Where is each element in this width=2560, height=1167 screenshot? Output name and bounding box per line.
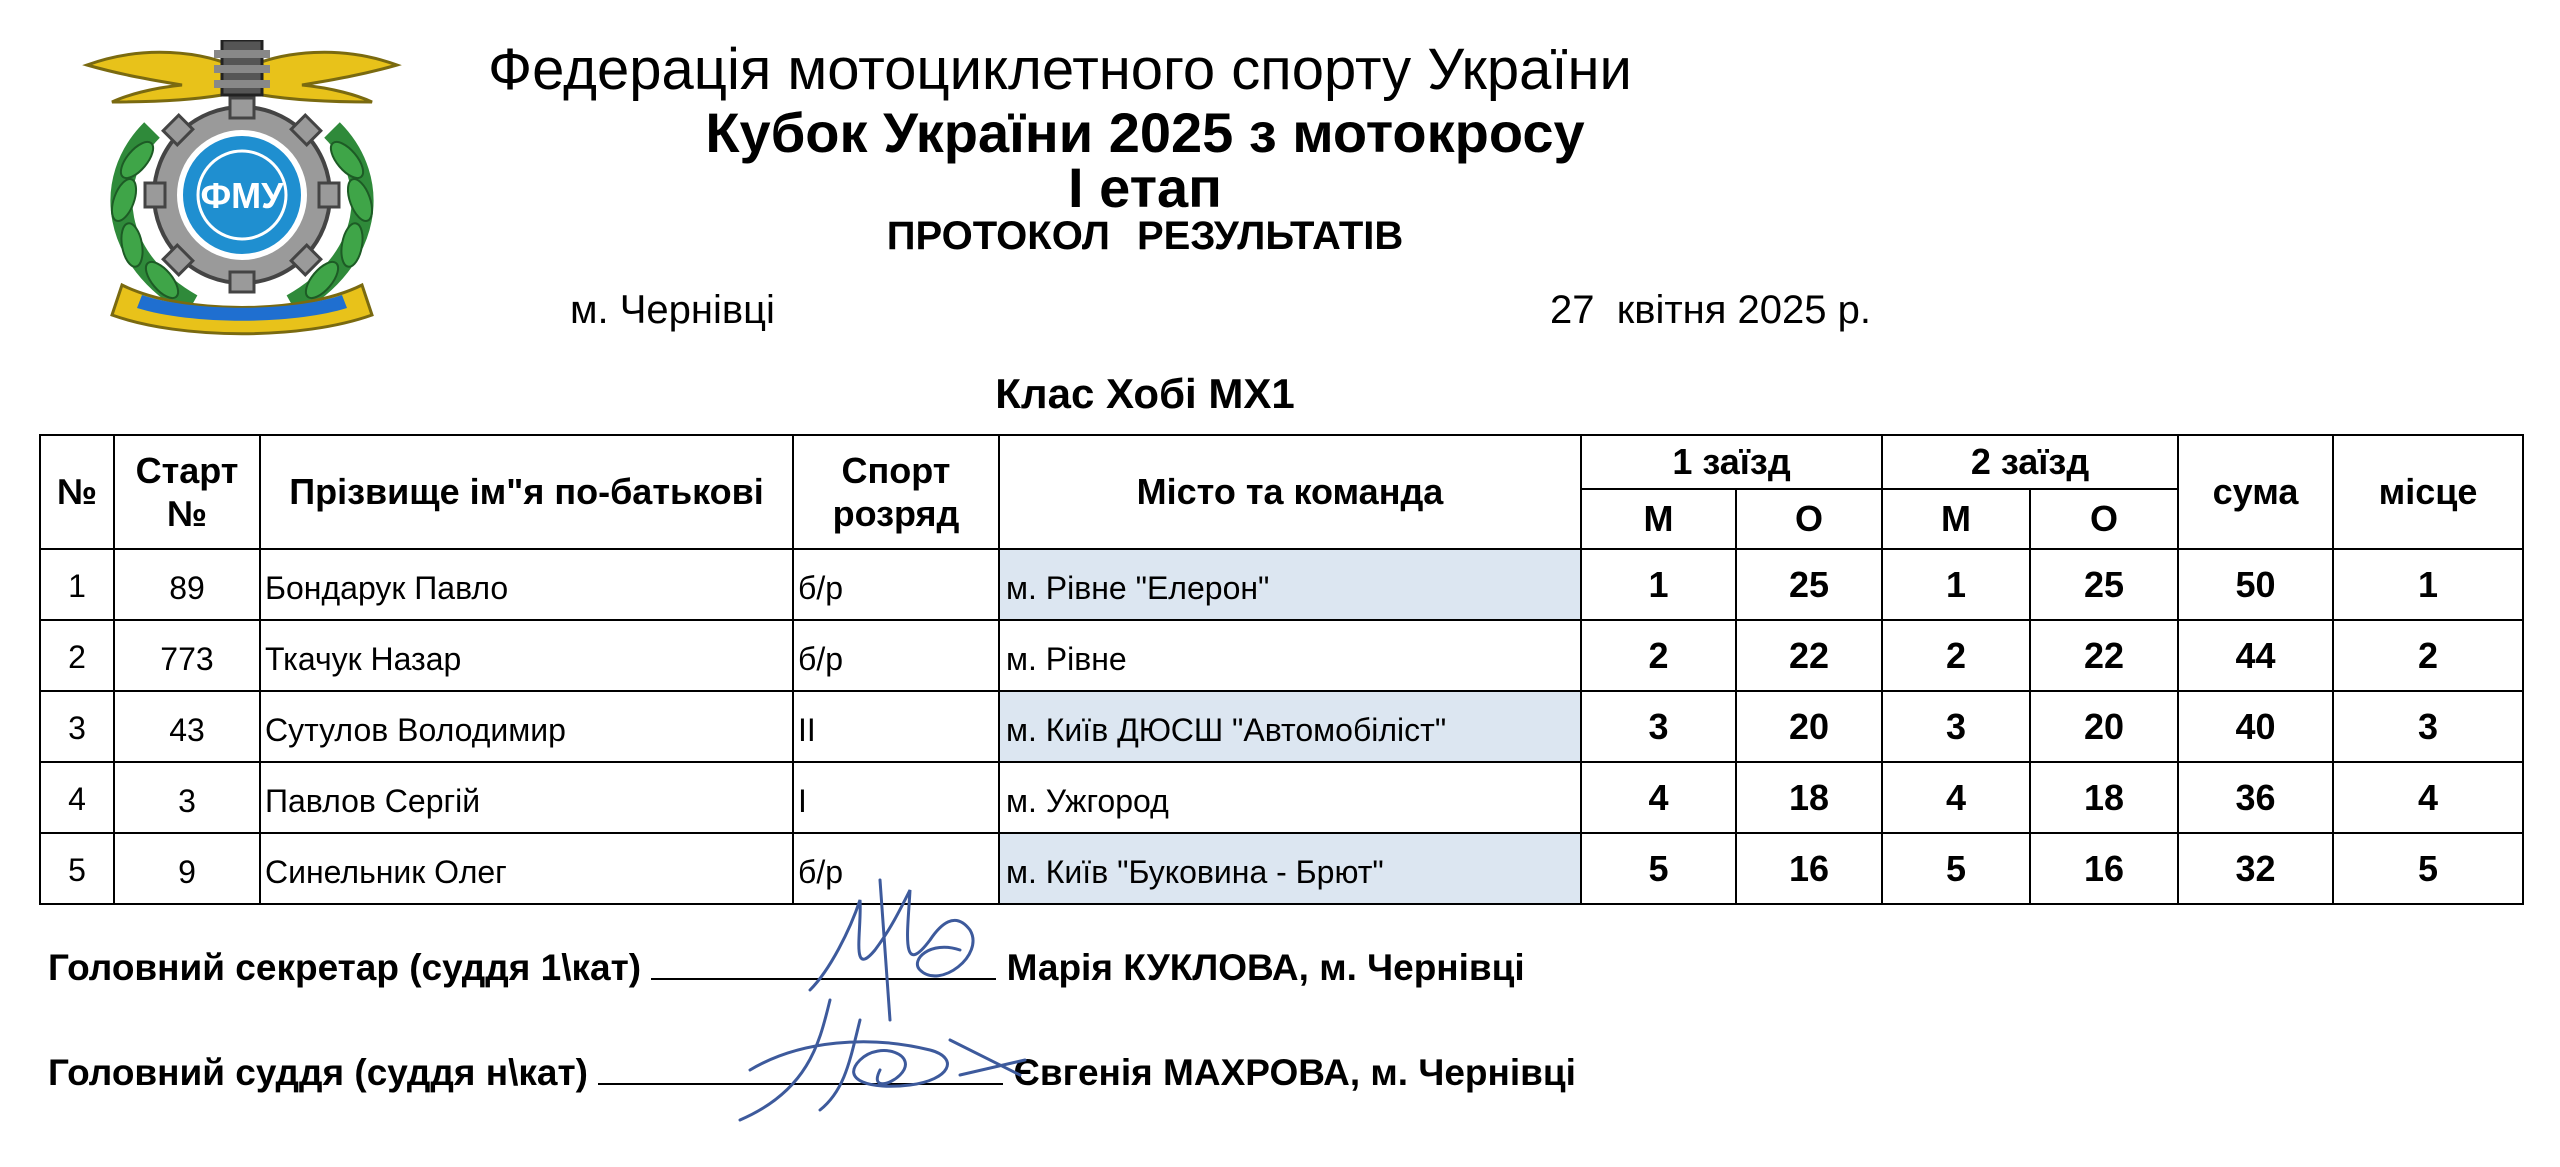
cell-race2-m: 2 <box>1882 620 2030 691</box>
cell-sum: 40 <box>2178 691 2333 762</box>
table-row <box>40 549 2523 620</box>
col-header-start: Старт № <box>114 435 260 549</box>
table-row <box>40 833 2523 904</box>
cell-race2-o: 16 <box>2030 833 2178 904</box>
cell-start: 89 <box>114 549 260 620</box>
cell-sum: 44 <box>2178 620 2333 691</box>
cell-race2-m: 4 <box>1882 762 2030 833</box>
cell-num: 3 <box>40 691 114 762</box>
cell-start: 43 <box>114 691 260 762</box>
cell-num: 1 <box>40 549 114 620</box>
cell-race1-m: 5 <box>1581 833 1736 904</box>
cell-race2-o: 22 <box>2030 620 2178 691</box>
table-row <box>40 691 2523 762</box>
cell-sum: 50 <box>2178 549 2333 620</box>
results-table <box>39 434 2524 905</box>
cell-place: 3 <box>2333 691 2523 762</box>
cell-race1-m: 4 <box>1581 762 1736 833</box>
judge-handwritten-signature <box>720 980 1040 1130</box>
cell-rank: б/р <box>793 549 999 620</box>
city-label: м. Чернівці <box>570 288 775 332</box>
col-header-num: № <box>40 435 114 549</box>
cell-race1-o: 18 <box>1736 762 1882 833</box>
judge-name: Євгенія МАХРОВА, м. Чернівці <box>1013 1052 1576 1093</box>
col-header-race1-o: О <box>1736 489 1882 549</box>
cell-place: 1 <box>2333 549 2523 620</box>
cell-name: Синельник Олег <box>260 833 793 904</box>
cell-race2-o: 18 <box>2030 762 2178 833</box>
cell-start: 773 <box>114 620 260 691</box>
cell-race2-m: 5 <box>1882 833 2030 904</box>
col-header-rank: Спорт розряд <box>793 435 999 549</box>
cell-num: 5 <box>40 833 114 904</box>
cell-team: м. Рівне <box>999 620 1581 691</box>
cell-race2-m: 3 <box>1882 691 2030 762</box>
cell-name: Павлов Сергій <box>260 762 793 833</box>
table-row <box>40 620 2523 691</box>
cell-rank: І <box>793 762 999 833</box>
col-header-name: Прізвище ім"я по-батькові <box>260 435 793 549</box>
col-header-sum: сума <box>2178 435 2333 549</box>
col-header-place: місце <box>2333 435 2523 549</box>
cell-team: м. Рівне "Елерон" <box>999 549 1581 620</box>
logo-text: ФМУ <box>200 175 284 216</box>
cell-name: Бондарук Павло <box>260 549 793 620</box>
cell-team: м. Київ "Буковина - Брют" <box>999 833 1581 904</box>
cell-race1-m: 1 <box>1581 549 1736 620</box>
cell-name: Сутулов Володимир <box>260 691 793 762</box>
federation-logo <box>82 40 402 340</box>
cell-place: 2 <box>2333 620 2523 691</box>
col-header-race1-m: М <box>1581 489 1736 549</box>
secretary-label: Головний секретар (суддя 1\кат) <box>48 947 642 988</box>
cell-name: Ткачук Назар <box>260 620 793 691</box>
cell-race1-o: 22 <box>1736 620 1882 691</box>
col-header-team: Місто та команда <box>999 435 1581 549</box>
cell-race1-o: 25 <box>1736 549 1882 620</box>
col-header-race2-o: О <box>2030 489 2178 549</box>
cell-race2-o: 25 <box>2030 549 2178 620</box>
date-label: 27 квітня 2025 р. <box>1550 288 1871 332</box>
cell-num: 2 <box>40 620 114 691</box>
cell-num: 4 <box>40 762 114 833</box>
cell-place: 4 <box>2333 762 2523 833</box>
cell-race1-o: 16 <box>1736 833 1882 904</box>
cell-sum: 32 <box>2178 833 2333 904</box>
cell-sum: 36 <box>2178 762 2333 833</box>
col-header-race1: 1 заїзд <box>1581 435 1882 489</box>
cell-race1-m: 2 <box>1581 620 1736 691</box>
cell-start: 9 <box>114 833 260 904</box>
cell-race1-m: 3 <box>1581 691 1736 762</box>
table-row <box>40 762 2523 833</box>
cell-rank: б/р <box>793 833 999 904</box>
cell-race1-o: 20 <box>1736 691 1882 762</box>
cell-place: 5 <box>2333 833 2523 904</box>
cell-rank: б/р <box>793 620 999 691</box>
col-header-race2: 2 заїзд <box>1882 435 2178 489</box>
secretary-name: Марія КУКЛОВА, м. Чернівці <box>1006 947 1525 988</box>
cell-start: 3 <box>114 762 260 833</box>
cell-race2-m: 1 <box>1882 549 2030 620</box>
cell-rank: ІІ <box>793 691 999 762</box>
cell-team: м. Київ ДЮСШ "Автомобіліст" <box>999 691 1581 762</box>
judge-label: Головний суддя (суддя н\кат) <box>48 1052 588 1093</box>
cell-race2-o: 20 <box>2030 691 2178 762</box>
cell-team: м. Ужгород <box>999 762 1581 833</box>
col-header-race2-m: М <box>1882 489 2030 549</box>
